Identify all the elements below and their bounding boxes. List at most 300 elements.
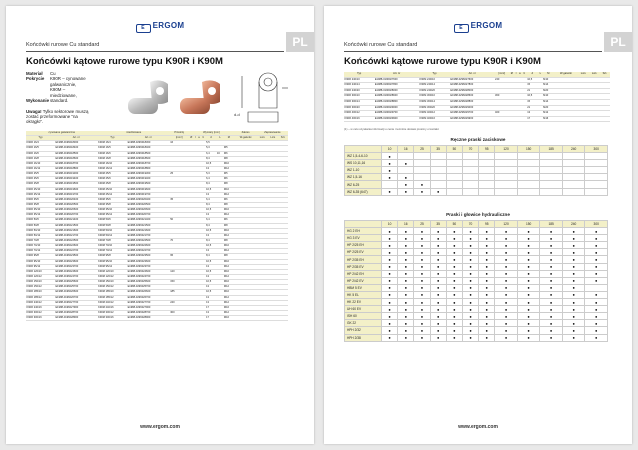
table-cell: M10 (223, 228, 234, 233)
table-cell: K90M 95/10 (98, 259, 127, 264)
compatible-dot-icon: ● (595, 278, 598, 284)
compatibility-cell (430, 228, 446, 235)
table-cell: E1988-0296021500 (127, 223, 170, 228)
table-cell (216, 316, 223, 321)
language-badge: PL (286, 32, 314, 52)
table-cell: E1988-0196021400 (55, 218, 98, 223)
group-header: Zakres (234, 131, 257, 136)
column-header: Typ (419, 72, 450, 77)
compatibility-cell (446, 277, 462, 284)
compatibility-cell (382, 263, 398, 270)
table-cell: K90R 35/8 (26, 202, 55, 207)
table-cell (278, 316, 288, 321)
compatibility-cell (446, 188, 462, 195)
table-cell: K90M 50/10 (98, 228, 127, 233)
table-cell: M12 (223, 249, 234, 254)
compatibility-cell (398, 153, 414, 160)
compatibility-cell (382, 277, 398, 284)
compatibility-cell (479, 334, 495, 341)
compatible-dot-icon: ● (404, 235, 407, 241)
compatible-dot-icon: ● (469, 242, 472, 248)
table-cell: E1988-0296020700 (127, 213, 170, 218)
table-cell: E1988-0196025600 (55, 280, 98, 285)
compatibility-cell (462, 270, 478, 277)
compatibility-cell (430, 242, 446, 249)
compatibility-cell (562, 284, 585, 291)
table-cell: K90M 240/14 (419, 83, 450, 89)
table-cell: E1988-0196022600 (55, 244, 98, 249)
table-cell: 10,5 (206, 259, 217, 264)
compatible-dot-icon: ● (595, 257, 598, 263)
compatibility-cell (517, 153, 540, 160)
compatibility-cell (562, 299, 585, 306)
compatibility-cell (585, 174, 608, 181)
compatibility-cell (446, 270, 462, 277)
compatibility-cell (479, 188, 495, 195)
table-cell: E1988-0196027700 (55, 300, 98, 305)
compatible-dot-icon: ● (388, 299, 391, 305)
compatible-dot-icon: ● (469, 335, 472, 341)
compatible-dot-icon: ● (504, 242, 508, 248)
table-cell: 240 (495, 77, 509, 83)
tool-name: GK 22 (345, 320, 382, 327)
table-cell: K90R 16/5 (26, 146, 55, 151)
table-cell: E1988-0196029700 (374, 111, 419, 117)
compatibility-cell (540, 256, 563, 263)
compatibility-cell (517, 242, 540, 249)
table-cell: M10 (543, 77, 554, 83)
table-cell: K90R 16/8 (26, 156, 55, 161)
compatibility-cell (585, 249, 608, 256)
table-cell: 16 (216, 151, 223, 156)
compatibility-cell (462, 263, 478, 270)
compatibility-cell (462, 299, 478, 306)
compatibility-cell (446, 174, 462, 181)
tool-name: WZ 1,5-16 (345, 174, 382, 181)
compatible-dot-icon: ● (420, 299, 424, 305)
compatible-dot-icon: ● (485, 235, 488, 241)
compatibility-cell (398, 334, 414, 341)
table-cell: E1988-0296018500 (127, 151, 170, 156)
compatibility-cell (398, 188, 414, 195)
compatibility-cell (382, 181, 398, 188)
compatibility-cell (462, 284, 478, 291)
compatibility-cell (414, 235, 430, 242)
table-cell: 10,5 (206, 208, 217, 213)
compatibility-cell (462, 228, 478, 235)
compatibility-cell (479, 242, 495, 249)
compatibility-cell (517, 181, 540, 188)
compatible-dot-icon: ● (572, 271, 575, 277)
compatibility-cell (479, 320, 495, 327)
table-cell: E1988-0296021600 (127, 228, 170, 233)
compatible-dot-icon: ● (453, 228, 456, 234)
compatible-dot-icon: ● (572, 320, 575, 326)
compatibility-cell (495, 242, 518, 249)
compatible-dot-icon: ● (436, 271, 440, 277)
compatible-dot-icon: ● (595, 327, 598, 333)
table-cell: E1988-0296029000 (450, 105, 495, 111)
compatibility-cell (398, 160, 414, 167)
table-cell: M16 (543, 116, 554, 122)
compatible-dot-icon: ● (453, 313, 456, 319)
compatibility-cell (585, 334, 608, 341)
table-cell: E1988-0296026600 (127, 290, 170, 295)
manual-tools-matrix (344, 145, 608, 196)
compatibility-cell (562, 174, 585, 181)
tool-row (345, 306, 608, 313)
compatible-dot-icon: ● (453, 306, 456, 312)
compatibility-cell (585, 242, 608, 249)
table-cell: M12 (543, 111, 554, 117)
column-header: a (519, 72, 521, 76)
table-cell: 25 (170, 172, 189, 177)
tool-name: HP 2/35 EV (345, 263, 382, 270)
compatibility-cell (585, 228, 608, 235)
column-header: M (543, 72, 554, 77)
compatibility-cell (479, 277, 495, 284)
compatibility-cell (430, 249, 446, 256)
compatible-dot-icon: ● (388, 160, 391, 166)
compatibility-cell (517, 256, 540, 263)
table-cell: 13 (206, 264, 217, 269)
spec-key: Materiał (26, 71, 43, 76)
compatibility-cell (398, 181, 414, 188)
tinned-lug-image (124, 76, 172, 120)
table-cell (170, 316, 189, 321)
table-cell: M12 (223, 285, 234, 290)
table-cell: K90R 70/12 (26, 249, 55, 254)
spec-value: K90R – cynowane galwanicznie, (50, 76, 86, 87)
compatible-dot-icon: ● (549, 320, 553, 326)
size-header: 16 (398, 221, 414, 228)
compatible-dot-icon: ● (572, 228, 575, 234)
table-cell: M8 (223, 254, 234, 259)
tool-row (345, 313, 608, 320)
compatibility-cell (479, 235, 495, 242)
compatibility-cell (414, 256, 430, 263)
compatibility-cell (585, 188, 608, 195)
table-cell: K90M 25/8 (98, 182, 127, 187)
tool-row (345, 270, 608, 277)
column-header: Szt. (278, 136, 288, 141)
table-cell: 16 (170, 141, 189, 146)
compatibility-cell (462, 235, 478, 242)
compatibility-cell (430, 306, 446, 313)
table-cell: E1988-0196027600 (374, 77, 419, 83)
compatibility-cell (430, 256, 446, 263)
compatible-dot-icon: ● (527, 306, 530, 312)
table-cell: E1988-0296023500 (127, 254, 170, 259)
table-cell: M16 (223, 316, 234, 321)
table-cell: K90R 300/10 (344, 94, 374, 100)
compatibility-cell (585, 284, 608, 291)
compatibility-cell (398, 320, 414, 327)
compatibility-cell (446, 256, 462, 263)
table-cell: K90R 300/12 (26, 310, 55, 315)
compatible-dot-icon: ● (572, 242, 575, 248)
tool-name: HP 2/35 EH (345, 256, 382, 263)
compatibility-cell (382, 160, 398, 167)
compatibility-cell (540, 153, 563, 160)
compatibility-cell (517, 320, 540, 327)
table-cell: M20 (543, 105, 554, 111)
spec-value: Cu (50, 71, 56, 76)
compatibility-cell (430, 174, 446, 181)
table-cell: E1988-0196029000 (374, 105, 419, 111)
compatibility-cell (382, 235, 398, 242)
tool-row (345, 277, 608, 284)
compatibility-cell (430, 235, 446, 242)
table-cell: E1988-0296022600 (127, 244, 170, 249)
compatibility-cell (540, 167, 563, 174)
table-cell: M12 (223, 295, 234, 300)
compatibility-cell (446, 291, 462, 298)
compatibility-cell (495, 313, 518, 320)
table-cell: K90R 300/20 (344, 105, 374, 111)
compatible-dot-icon: ● (404, 278, 407, 284)
compatible-dot-icon: ● (436, 313, 440, 319)
size-header-row (345, 146, 608, 153)
table-cell: 10,5 (527, 77, 538, 83)
table-cell: E1988-0196022500 (55, 238, 98, 243)
table-cell: M8 (223, 223, 234, 228)
table-cell: E1988-0196018600 (55, 156, 98, 161)
compatible-dot-icon: ● (388, 189, 391, 195)
compatible-dot-icon: ● (527, 249, 530, 255)
compatibility-cell (462, 334, 478, 341)
compatible-dot-icon: ● (453, 271, 456, 277)
table-cell: E1988-0296023600 (127, 259, 170, 264)
size-header: 300 (585, 146, 608, 153)
table-cell: M14 (543, 99, 554, 105)
compatible-dot-icon: ● (469, 299, 472, 305)
compatible-dot-icon: ● (420, 182, 424, 188)
ergom-logo-icon: E (136, 24, 151, 33)
compatible-dot-icon: ● (504, 257, 508, 263)
table-cell: 15 (527, 83, 538, 89)
table-cell: M14 (543, 83, 554, 89)
table-cell: K90R 120/12 (26, 274, 55, 279)
table-cell: K90R 240/14 (344, 83, 374, 89)
table-cell: 8,4 (206, 156, 217, 161)
compatible-dot-icon: ● (572, 327, 575, 333)
brand-logo: E ERGOM (324, 21, 632, 33)
table-cell: 13 (206, 192, 217, 197)
size-header: 95 (479, 221, 495, 228)
compatibility-cell (382, 320, 398, 327)
compatible-dot-icon: ● (420, 235, 424, 241)
table-cell: E1988-0296029900 (450, 116, 495, 122)
table-cell (578, 116, 589, 122)
spec-key: Wykonanie (26, 98, 50, 104)
table-cell: M8 (223, 202, 234, 207)
compatibility-cell (585, 181, 608, 188)
table-cell: 13 (527, 111, 538, 117)
compatible-dot-icon: ● (453, 299, 456, 305)
compatibility-cell (562, 334, 585, 341)
section-title: Końcówki rurowe Cu standard (26, 42, 100, 48)
table-cell: E1988-0196022700 (55, 249, 98, 254)
compatibility-cell (462, 277, 478, 284)
table-cell: K90M 35/12 (98, 213, 127, 218)
compatible-dot-icon: ● (436, 292, 440, 298)
table-cell: 150 (170, 280, 189, 285)
compatibility-cell (462, 242, 478, 249)
compatible-dot-icon: ● (436, 235, 440, 241)
compatibility-cell (562, 327, 585, 334)
table-cell: E1988-0196027800 (374, 83, 419, 89)
compatibility-cell (562, 228, 585, 235)
table-cell: E1988-0296027600 (450, 77, 495, 83)
table-cell: 17 (206, 316, 217, 321)
table-cell: K90M 300/16 (98, 316, 127, 321)
compatibility-cell (540, 249, 563, 256)
table-cell: E1988-0196018300 (55, 141, 98, 146)
compatible-dot-icon: ● (388, 153, 391, 159)
compatibility-cell (430, 167, 446, 174)
compatibility-cell (430, 291, 446, 298)
hydraulic-tools-matrix (344, 220, 608, 342)
compatibility-cell (585, 167, 608, 174)
column-header: Typ (344, 72, 374, 77)
table-cell: E1988-0296021700 (127, 233, 170, 238)
compatible-dot-icon: ● (527, 327, 530, 333)
compatible-dot-icon: ● (485, 299, 488, 305)
compatibility-cell (585, 299, 608, 306)
tool-row (345, 153, 608, 160)
compatible-dot-icon: ● (485, 257, 488, 263)
compatibility-cell (398, 263, 414, 270)
compatible-dot-icon: ● (485, 335, 488, 341)
compatible-dot-icon: ● (595, 306, 598, 312)
table-cell: M10 (223, 259, 234, 264)
compatible-dot-icon: ● (504, 335, 508, 341)
compatibility-cell (414, 153, 430, 160)
compatible-dot-icon: ● (469, 278, 472, 284)
compatible-dot-icon: ● (595, 271, 598, 277)
compatibility-cell (382, 313, 398, 320)
table-cell: K90R 95/10 (26, 259, 55, 264)
compatibility-cell (540, 160, 563, 167)
table-cell: M10 (223, 187, 234, 192)
compatibility-cell (414, 313, 430, 320)
table-cell: E1988-0196019300 (55, 172, 98, 177)
compatible-dot-icon: ● (549, 257, 553, 263)
compatible-dot-icon: ● (420, 257, 424, 263)
size-header: 35 (430, 221, 446, 228)
compatibility-cell (462, 181, 478, 188)
compatibility-cell (540, 306, 563, 313)
compatibility-cell (430, 188, 446, 195)
compatibility-cell (382, 249, 398, 256)
table-cell: K90M 25/12 (98, 192, 127, 197)
table-cell: 13 (206, 213, 217, 218)
compatibility-cell (382, 256, 398, 263)
table-cell: E1988-0296019700 (127, 192, 170, 197)
table-cell: M12 (223, 192, 234, 197)
hydraulic-tools-title: Praski i głowice hydrauliczne (446, 212, 510, 217)
compatibility-cell (562, 235, 585, 242)
compatible-dot-icon: ● (453, 278, 456, 284)
compatible-dot-icon: ● (420, 189, 424, 195)
compatible-dot-icon: ● (595, 320, 598, 326)
table-cell: 6,4 (206, 218, 217, 223)
compatibility-cell (562, 313, 585, 320)
column-header: b (202, 136, 205, 140)
compatible-dot-icon: ● (404, 160, 407, 166)
compatibility-cell (585, 291, 608, 298)
table-cell: E1988-0296027700 (127, 300, 170, 305)
note-label: Uwaga! (26, 109, 42, 114)
compatible-dot-icon: ● (549, 299, 553, 305)
table-cell: K90R 240/10 (344, 77, 374, 83)
compatibility-cell (517, 327, 540, 334)
tool-row (345, 249, 608, 256)
page-title: Końcówki kątowe rurowe typu K90R i K90M (26, 56, 223, 67)
compatibility-cell (398, 291, 414, 298)
table-cell: K90M 16/4 (98, 141, 127, 146)
table-cell: 5,3 (206, 172, 217, 177)
compatibility-cell (585, 160, 608, 167)
compatibility-cell (479, 160, 495, 167)
compatibility-cell (382, 188, 398, 195)
table-cell: E1988-0296025600 (127, 280, 170, 285)
compatible-dot-icon: ● (504, 306, 508, 312)
compatible-dot-icon: ● (404, 292, 407, 298)
right-spec-table (344, 72, 610, 122)
table-cell: K90M 400/16 (419, 116, 450, 122)
table-row (26, 316, 288, 321)
table-cell: 10,5 (206, 269, 217, 274)
table-cell: K90M 95/12 (98, 264, 127, 269)
compatibility-cell (540, 188, 563, 195)
compatible-dot-icon: ● (504, 228, 508, 234)
compatibility-cell (495, 299, 518, 306)
compatibility-cell (398, 299, 414, 306)
footer-url: www.ergom.com (140, 424, 180, 430)
table-cell: 17 (527, 116, 538, 122)
table-cell: 5,3 (206, 146, 217, 151)
compatible-dot-icon: ● (388, 174, 391, 180)
size-header: 35 (430, 146, 446, 153)
compatibility-cell (517, 174, 540, 181)
compatible-dot-icon: ● (420, 249, 424, 255)
compatible-dot-icon: ● (527, 313, 530, 319)
compatibility-cell (517, 313, 540, 320)
compatible-dot-icon: ● (420, 264, 424, 270)
compatibility-cell (398, 284, 414, 291)
table-cell: E1988-0196018800 (55, 166, 98, 171)
table-cell: M12 (223, 310, 234, 315)
table-cell: 8,4 (206, 223, 217, 228)
tool-name: WS 10,11,16 (345, 160, 382, 167)
compatible-dot-icon: ● (420, 313, 424, 319)
compatible-dot-icon: ● (436, 264, 440, 270)
table-cell: K90R 50/8 (26, 223, 55, 228)
compatibility-cell (585, 277, 608, 284)
table-cell: E1988-0196029900 (374, 116, 419, 122)
compatibility-cell (562, 256, 585, 263)
table-cell: E1988-0296018700 (127, 161, 170, 166)
compatible-dot-icon: ● (485, 285, 488, 291)
table-cell: 300 (495, 94, 509, 100)
compatible-dot-icon: ● (453, 327, 456, 333)
compatibility-cell (414, 284, 430, 291)
group-header: Przekrój (170, 131, 189, 136)
table-cell: E1988-0296020600 (127, 208, 170, 213)
table-cell: 35 (170, 197, 189, 202)
